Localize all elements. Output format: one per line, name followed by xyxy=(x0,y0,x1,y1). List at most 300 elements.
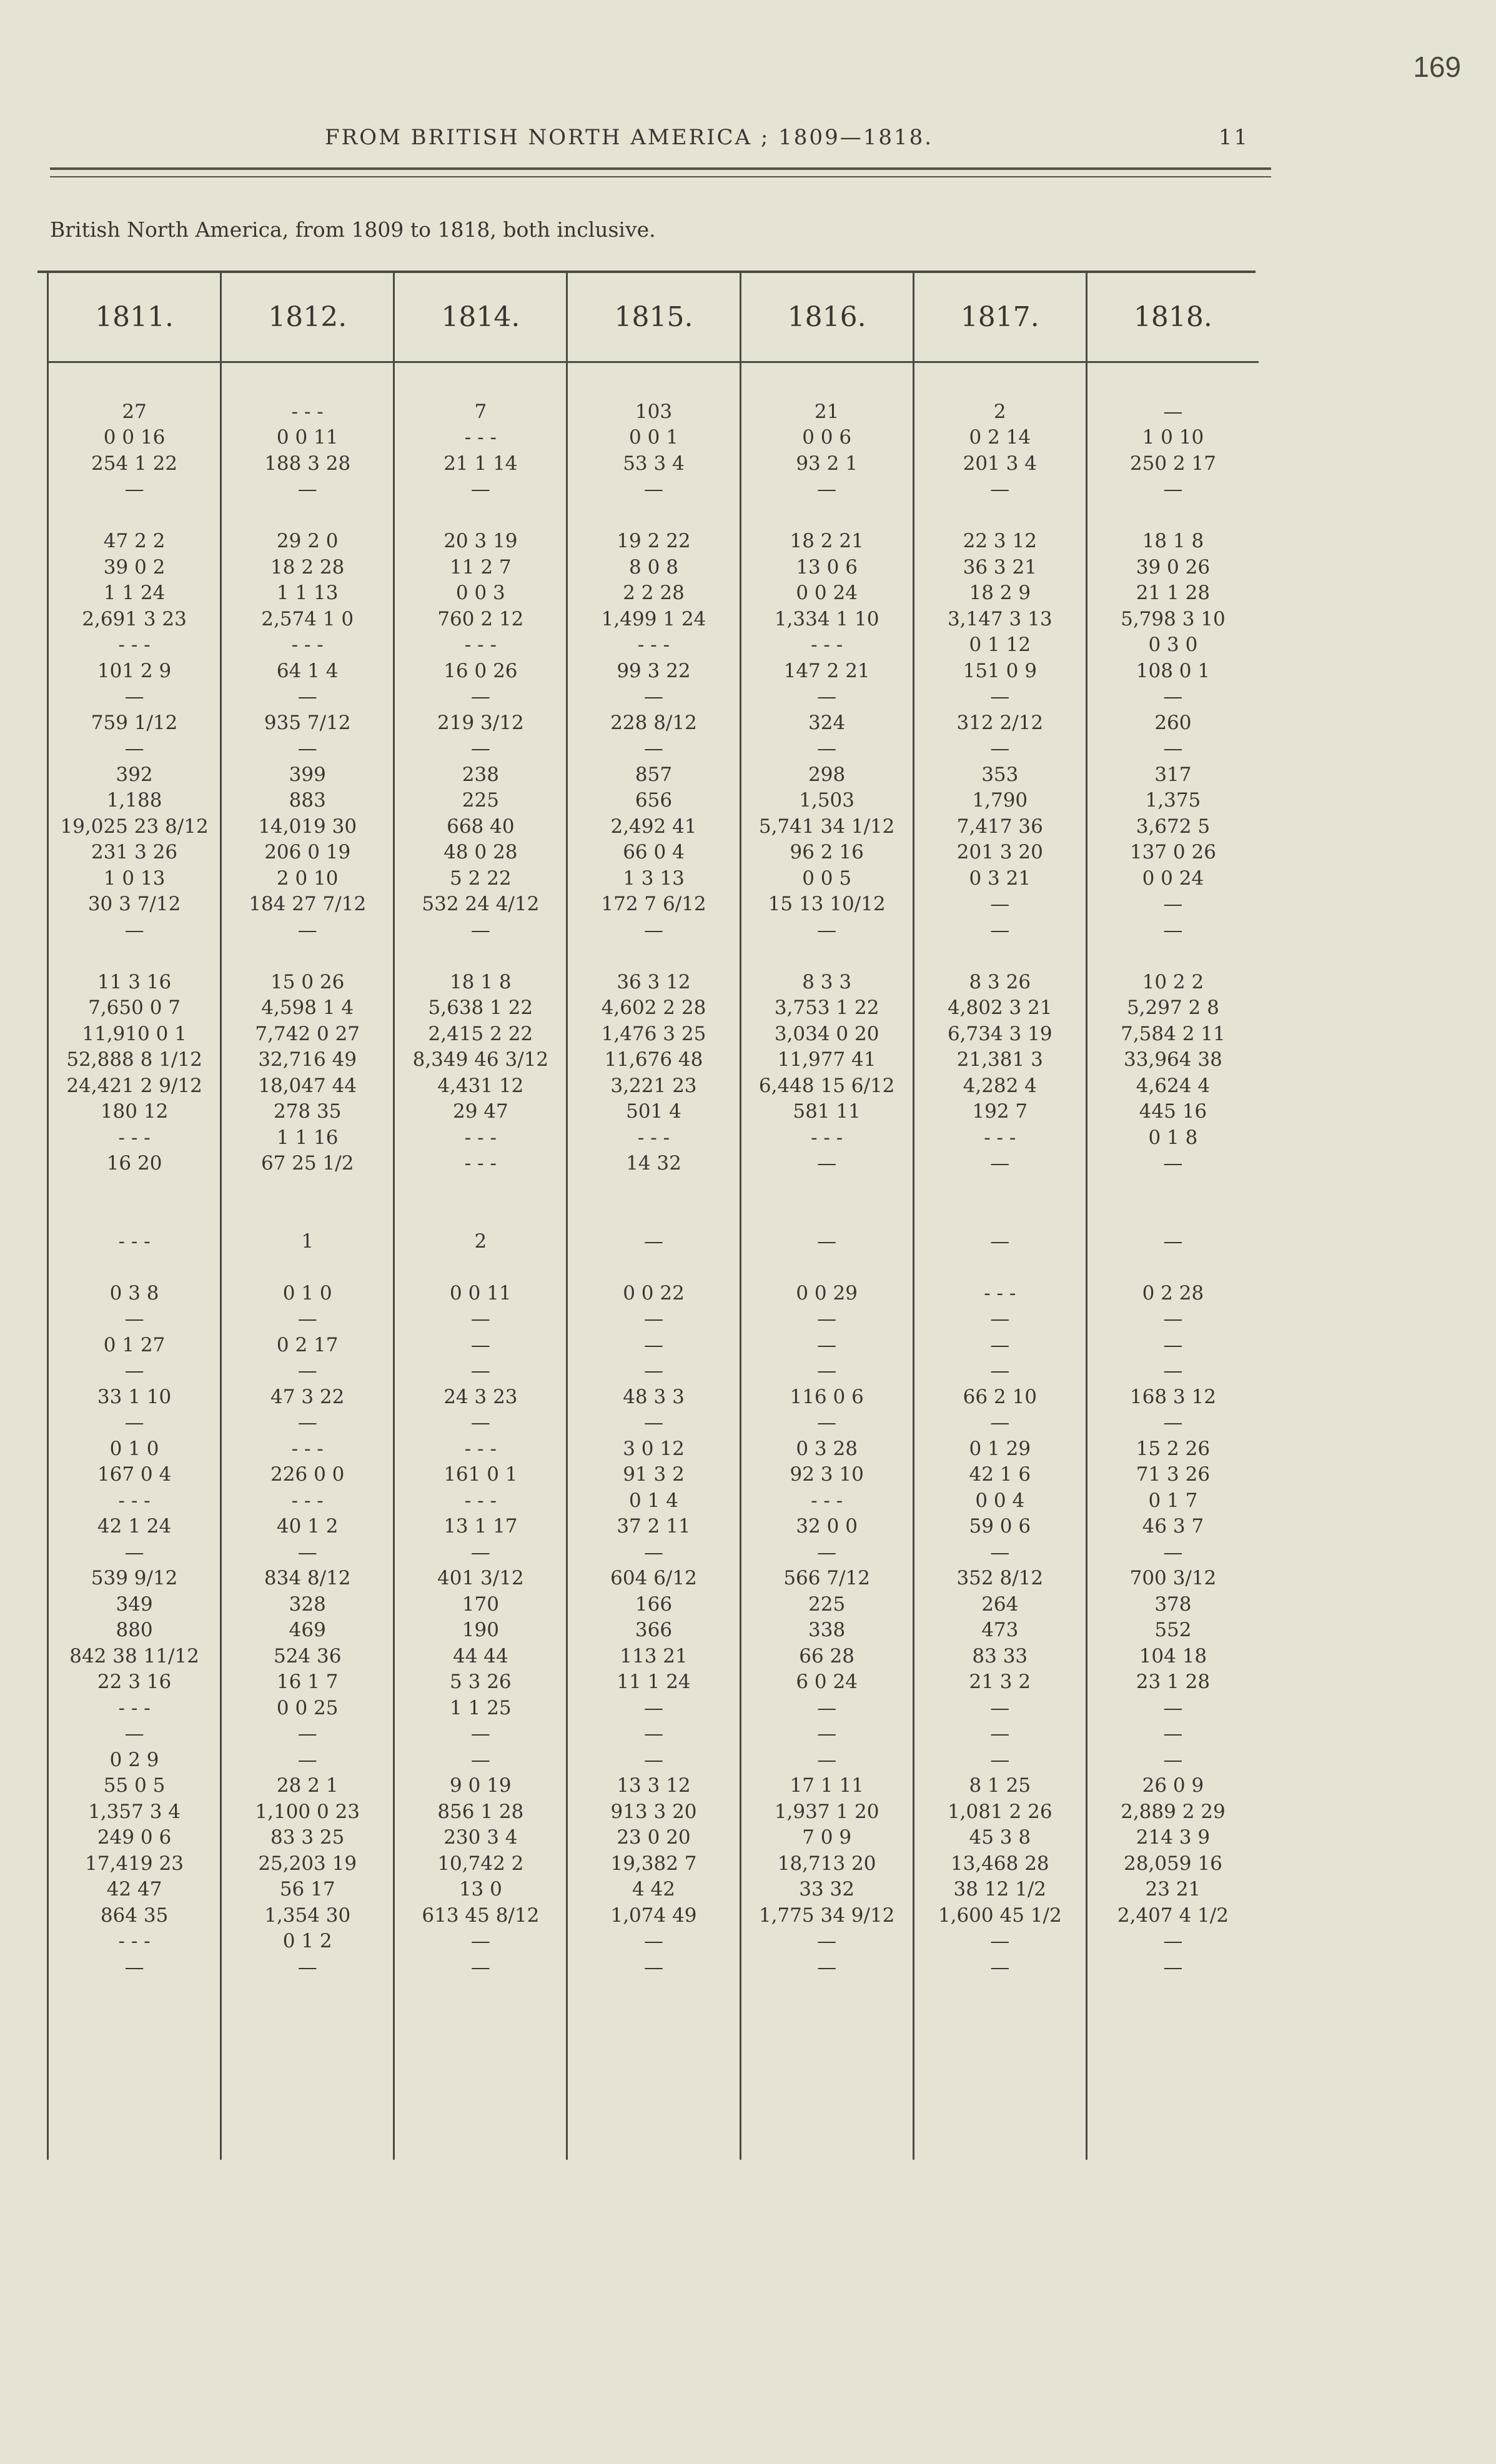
table-cell xyxy=(222,943,393,970)
statistics-table xyxy=(47,273,1259,2160)
table-cell: 24,421 2 9/12 xyxy=(66,1074,202,1097)
table-cell: 16 1 7 xyxy=(276,1671,339,1694)
table-cell: 201 3 20 xyxy=(956,841,1043,864)
table-cell: 0 0 25 xyxy=(276,1696,339,1719)
table-cell: — xyxy=(990,1722,1010,1746)
table-cell: — xyxy=(643,478,663,501)
table-cell: 0 0 11 xyxy=(450,1281,512,1304)
table-cell: 71 3 26 xyxy=(1136,1463,1211,1486)
table-cell: - - - xyxy=(291,400,324,423)
table-cell: — xyxy=(297,1359,317,1383)
table-cell: 913 3 20 xyxy=(610,1800,697,1823)
table-cell: — xyxy=(990,1541,1010,1564)
table-cell: 39 0 2 xyxy=(103,555,166,579)
column-year-header: 1818. xyxy=(1133,301,1212,333)
table-cell: 19 2 22 xyxy=(617,530,691,553)
table-cell xyxy=(222,1203,393,1229)
table-cell: — xyxy=(470,478,490,501)
table-cell: 137 0 26 xyxy=(1129,841,1216,864)
table-cell: 0 2 14 xyxy=(969,426,1031,449)
table-cell: — xyxy=(643,1411,663,1434)
table-cell: 0 0 22 xyxy=(623,1281,685,1304)
table-cell: 7,742 0 27 xyxy=(255,1022,360,1045)
table-cell: — xyxy=(990,1696,1010,1719)
column-body xyxy=(741,361,913,1980)
table-cell: — xyxy=(124,1411,144,1434)
table-cell: 7,417 36 xyxy=(956,815,1043,838)
table-cell: — xyxy=(643,685,663,708)
year-column xyxy=(393,273,566,2160)
table-cell: - - - xyxy=(464,1489,497,1512)
table-cell: 39 0 26 xyxy=(1136,555,1211,579)
table-cell: 8 0 8 xyxy=(629,555,678,579)
table-cell xyxy=(741,502,913,529)
table-cell xyxy=(1087,1176,1259,1203)
table-cell: 5,741 34 1/12 xyxy=(758,815,895,838)
table-cell: 42 47 xyxy=(106,1878,162,1901)
table-cell: 108 0 1 xyxy=(1136,659,1211,682)
table-cell xyxy=(1087,943,1259,970)
year-column xyxy=(1086,273,1259,2160)
table-cell: 324 xyxy=(808,711,846,734)
table-cell: — xyxy=(470,685,490,708)
table-cell: 11 3 16 xyxy=(97,970,172,993)
table-cell: 55 0 5 xyxy=(103,1774,166,1797)
table-cell: 5 3 26 xyxy=(450,1671,512,1694)
table-cell: — xyxy=(470,1411,490,1434)
table-cell: — xyxy=(1163,893,1183,916)
table-cell: 64 1 4 xyxy=(276,659,339,682)
table-cell: 46 3 7 xyxy=(1142,1515,1204,1538)
table-cell: 1,476 3 25 xyxy=(601,1022,706,1045)
table-cell: 42 1 24 xyxy=(97,1515,172,1538)
table-cell: — xyxy=(1163,1541,1183,1564)
table-cell: 33,964 38 xyxy=(1124,1048,1222,1071)
table-cell: — xyxy=(817,1333,837,1356)
table-cell: 864 35 xyxy=(100,1904,169,1927)
table-cell: 23 0 20 xyxy=(617,1826,691,1849)
table-cell: 66 2 10 xyxy=(963,1385,1037,1408)
table-cell: 700 3/12 xyxy=(1129,1567,1217,1590)
table-cell xyxy=(222,1176,393,1203)
table-cell xyxy=(395,1203,566,1229)
table-cell: — xyxy=(1163,1411,1183,1434)
table-cell: 113 21 xyxy=(620,1644,688,1667)
table-cell: — xyxy=(470,1359,490,1383)
table-cell: 473 xyxy=(981,1619,1019,1642)
table-cell: 668 40 xyxy=(447,815,515,838)
table-cell: — xyxy=(124,737,144,760)
table-cell: 201 3 4 xyxy=(963,452,1037,475)
table-cell: — xyxy=(297,737,317,760)
table-cell: — xyxy=(1163,1359,1183,1383)
table-cell xyxy=(741,943,913,970)
table-cell: — xyxy=(124,685,144,708)
table-cell: 2 0 10 xyxy=(276,867,339,890)
table-cell: 278 35 xyxy=(273,1100,342,1123)
table-cell: 0 0 3 xyxy=(455,582,505,605)
table-cell: — xyxy=(1163,918,1183,941)
table-cell: 11,676 48 xyxy=(604,1048,703,1071)
table-cell: 0 1 8 xyxy=(1148,1126,1198,1149)
table-cell: 2,492 41 xyxy=(610,815,697,838)
table-cell: 0 0 16 xyxy=(103,426,166,449)
table-cell: 93 2 1 xyxy=(796,452,858,475)
table-cell: 656 xyxy=(635,789,673,812)
table-cell: 834 8/12 xyxy=(264,1567,351,1590)
table-cell: 21 1 14 xyxy=(443,452,518,475)
table-cell: 2 xyxy=(993,400,1006,423)
table-cell: — xyxy=(470,1930,490,1953)
table-cell: 501 4 xyxy=(626,1100,681,1123)
table-cell: 13 0 xyxy=(458,1878,502,1901)
table-cell: 18,713 20 xyxy=(777,1852,876,1875)
column-year-header: 1811. xyxy=(95,301,174,333)
table-cell: 0 1 2 xyxy=(282,1930,332,1953)
table-cell: 48 3 3 xyxy=(623,1385,685,1408)
table-cell: 22 3 12 xyxy=(963,530,1037,553)
table-cell: 21 1 28 xyxy=(1136,582,1211,605)
table-cell xyxy=(741,1254,913,1281)
table-cell: 172 7 6/12 xyxy=(601,893,706,916)
table-cell: — xyxy=(1163,400,1183,423)
table-cell: — xyxy=(990,737,1010,760)
table-cell: — xyxy=(124,1308,144,1331)
table-cell: — xyxy=(1163,1152,1183,1175)
table-cell: 399 xyxy=(289,763,326,786)
table-cell: 3,672 5 xyxy=(1136,815,1211,838)
column-body xyxy=(49,361,220,1980)
table-cell: 1,074 49 xyxy=(610,1904,697,1927)
table-cell: 48 0 28 xyxy=(443,841,518,864)
table-cell: 0 0 24 xyxy=(1142,867,1204,890)
table-cell: 0 1 7 xyxy=(1148,1489,1198,1512)
table-cell: 1 1 24 xyxy=(103,582,166,605)
table-cell: — xyxy=(1163,1722,1183,1746)
table-cell: 13 1 17 xyxy=(443,1515,518,1538)
table-cell: — xyxy=(643,1748,663,1771)
table-cell: 7 xyxy=(474,400,487,423)
table-cell: 401 3/12 xyxy=(437,1567,524,1590)
table-cell: 28 2 1 xyxy=(276,1774,339,1797)
table-cell: — xyxy=(124,478,144,501)
table-cell xyxy=(49,1176,220,1203)
table-cell: - - - xyxy=(464,633,497,657)
table-cell: 33 1 10 xyxy=(97,1385,172,1408)
table-cell: — xyxy=(1163,685,1183,708)
table-cell: 18 2 9 xyxy=(969,582,1031,605)
table-cell: 1 xyxy=(301,1230,314,1253)
table-cell: 18 1 8 xyxy=(450,970,512,993)
table-cell: 552 xyxy=(1154,1619,1192,1642)
table-cell: 225 xyxy=(462,789,499,812)
table-cell xyxy=(914,1176,1086,1203)
table-cell: - - - xyxy=(811,633,843,657)
table-cell: - - - xyxy=(984,1281,1016,1304)
table-cell: — xyxy=(297,1411,317,1434)
table-cell: — xyxy=(990,685,1010,708)
table-cell: 249 0 6 xyxy=(97,1826,172,1849)
table-cell: — xyxy=(124,1541,144,1564)
column-year-header: 1816. xyxy=(787,301,866,333)
table-cell: — xyxy=(990,1930,1010,1953)
table-cell: — xyxy=(1163,1955,1183,1979)
table-cell xyxy=(49,1203,220,1229)
table-cell: - - - xyxy=(464,1152,497,1175)
table-cell: 66 0 4 xyxy=(623,841,685,864)
table-cell: 18 1 8 xyxy=(1142,530,1204,553)
table-cell: — xyxy=(817,1696,837,1719)
table-cell: 190 xyxy=(462,1619,499,1642)
table-cell: 192 7 xyxy=(972,1100,1028,1123)
table-cell: 15 13 10/12 xyxy=(768,893,886,916)
table-cell xyxy=(568,502,739,529)
table-cell: 1,503 xyxy=(799,789,855,812)
table-cell: 11 1 24 xyxy=(617,1671,691,1694)
table-cell: 17,419 23 xyxy=(85,1852,184,1875)
table-cell: 23 21 xyxy=(1145,1878,1201,1901)
table-cell: — xyxy=(643,1230,663,1253)
table-cell: 317 xyxy=(1154,763,1192,786)
table-cell: — xyxy=(1163,478,1183,501)
table-cell xyxy=(222,1254,393,1281)
table-cell: 883 xyxy=(289,789,326,812)
table-cell: 30 3 7/12 xyxy=(87,893,181,916)
table-cell: 18,047 44 xyxy=(258,1074,357,1097)
table-cell: 2,889 2 29 xyxy=(1121,1800,1226,1823)
table-cell: 92 3 10 xyxy=(790,1463,864,1486)
table-cell: — xyxy=(643,1541,663,1564)
table-cell: 1 0 13 xyxy=(103,867,166,890)
table-cell: 1,375 xyxy=(1145,789,1201,812)
table-cell: 0 1 0 xyxy=(282,1281,332,1304)
table-cell: — xyxy=(817,918,837,941)
table-cell: 19,025 23 8/12 xyxy=(60,815,209,838)
table-cell: 1 1 13 xyxy=(276,582,339,605)
table-cell: - - - xyxy=(811,1126,843,1149)
table-cell: 47 3 22 xyxy=(270,1385,345,1408)
table-cell: — xyxy=(297,1722,317,1746)
table-cell: — xyxy=(990,1308,1010,1331)
table-cell: — xyxy=(990,478,1010,501)
table-cell: 581 11 xyxy=(793,1100,861,1123)
table-cell: — xyxy=(297,1541,317,1564)
table-cell: 28,059 16 xyxy=(1124,1852,1222,1875)
table-cell: 11,977 41 xyxy=(777,1048,876,1071)
table-cell: - - - xyxy=(637,1126,670,1149)
table-cell: - - - xyxy=(464,1437,497,1460)
table-cell: — xyxy=(470,1955,490,1979)
table-cell: 469 xyxy=(289,1619,326,1642)
year-column xyxy=(47,273,220,2160)
table-cell xyxy=(222,502,393,529)
table-cell: 2,407 4 1/2 xyxy=(1117,1904,1229,1927)
table-cell: 3,221 23 xyxy=(610,1074,697,1097)
table-cell: 604 6/12 xyxy=(610,1567,697,1590)
table-cell: 226 0 0 xyxy=(270,1463,345,1486)
table-cell: 13,468 28 xyxy=(950,1852,1049,1875)
table-cell: 880 xyxy=(116,1619,153,1642)
table-cell: 32,716 49 xyxy=(258,1048,357,1071)
table-cell: 67 25 1/2 xyxy=(260,1152,354,1175)
table-cell: - - - xyxy=(118,1930,151,1953)
table-cell: 166 xyxy=(635,1592,673,1616)
table-cell: — xyxy=(817,737,837,760)
table-cell: 1,334 1 10 xyxy=(774,607,879,630)
table-cell: 5,297 2 8 xyxy=(1126,996,1219,1020)
table-cell: — xyxy=(990,1333,1010,1356)
table-cell: 0 0 1 xyxy=(629,426,678,449)
table-cell: 532 24 4/12 xyxy=(422,893,540,916)
table-cell: — xyxy=(990,1152,1010,1175)
table-cell: — xyxy=(643,1333,663,1356)
table-cell: 3,753 1 22 xyxy=(774,996,879,1020)
table-cell: 759 1/12 xyxy=(91,711,178,734)
table-cell: 56 17 xyxy=(279,1878,335,1901)
table-cell: 254 1 22 xyxy=(91,452,178,475)
table-cell: 21,381 3 xyxy=(956,1048,1043,1071)
table-cell: 0 1 12 xyxy=(969,633,1031,657)
table-cell: 188 3 28 xyxy=(264,452,351,475)
table-cell: 0 3 0 xyxy=(1148,633,1198,657)
table-cell: 1,937 1 20 xyxy=(774,1800,879,1823)
table-cell: — xyxy=(1163,1308,1183,1331)
table-cell: 1,188 xyxy=(106,789,162,812)
table-cell: 13 3 12 xyxy=(617,1774,691,1797)
table-cell: 52,888 8 1/12 xyxy=(66,1048,202,1071)
table-cell: — xyxy=(1163,1230,1183,1253)
table-cell: 7,584 2 11 xyxy=(1121,1022,1226,1045)
table-cell: 11,910 0 1 xyxy=(82,1022,187,1045)
table-cell: 1,357 3 4 xyxy=(88,1800,181,1823)
table-cell xyxy=(914,1203,1086,1229)
table-cell: 21 xyxy=(814,400,840,423)
table-cell: 349 xyxy=(116,1592,153,1616)
column-year-header: 1815. xyxy=(614,301,693,333)
table-cell: 16 0 26 xyxy=(443,659,518,682)
table-cell: — xyxy=(124,918,144,941)
table-cell: 14,019 30 xyxy=(258,815,357,838)
table-cell: — xyxy=(470,1308,490,1331)
table-cell: 184 27 7/12 xyxy=(249,893,367,916)
header-rule-thin xyxy=(50,176,1271,177)
table-cell: — xyxy=(817,1748,837,1771)
table-cell: 99 3 22 xyxy=(617,659,691,682)
table-cell: - - - xyxy=(118,1489,151,1512)
table-cell xyxy=(49,943,220,970)
table-cell: 392 xyxy=(116,763,153,786)
table-cell xyxy=(914,943,1086,970)
table-cell: 23 1 28 xyxy=(1136,1671,1211,1694)
table-cell: 168 3 12 xyxy=(1129,1385,1216,1408)
table-cell: — xyxy=(643,1955,663,1979)
table-cell: 66 28 xyxy=(799,1644,855,1667)
running-header-folio: 11 xyxy=(1218,125,1249,150)
table-cell xyxy=(914,502,1086,529)
table-cell: 228 8/12 xyxy=(610,711,697,734)
table-cell: 230 3 4 xyxy=(443,1826,518,1849)
running-header-title: FROM BRITISH NORTH AMERICA ; 1809—1818. xyxy=(325,125,934,150)
table-cell: 378 xyxy=(1154,1592,1192,1616)
table-cell: 0 0 29 xyxy=(796,1281,858,1304)
table-cell: — xyxy=(124,1359,144,1383)
table-cell: 38 12 1/2 xyxy=(953,1878,1047,1901)
column-body xyxy=(395,361,566,1980)
table-cell: 238 xyxy=(462,763,499,786)
table-cell xyxy=(568,1176,739,1203)
table-cell: 4,431 12 xyxy=(437,1074,524,1097)
year-column xyxy=(220,273,393,2160)
table-cell: 2,574 1 0 xyxy=(261,607,354,630)
table-cell: — xyxy=(990,918,1010,941)
table-cell: - - - xyxy=(118,1126,151,1149)
table-cell xyxy=(741,1203,913,1229)
table-cell: - - - xyxy=(118,633,151,657)
table-cell: 0 0 6 xyxy=(802,426,852,449)
table-cell: 250 2 17 xyxy=(1129,452,1216,475)
table-cell: 45 3 8 xyxy=(969,1826,1031,1849)
table-cell: - - - xyxy=(984,1126,1016,1149)
table-cell: 8,349 46 3/12 xyxy=(412,1048,549,1071)
table-cell: 1,354 30 xyxy=(264,1904,351,1927)
table-cell xyxy=(1087,1254,1259,1281)
table-cell: 1,081 2 26 xyxy=(947,1800,1053,1823)
year-column xyxy=(740,273,913,2160)
table-cell: 1 1 25 xyxy=(450,1696,512,1719)
table-cell: 96 2 16 xyxy=(790,841,864,864)
table-cell: — xyxy=(817,1308,837,1331)
year-column xyxy=(913,273,1086,2160)
table-cell: 53 3 4 xyxy=(623,452,685,475)
table-cell xyxy=(741,1176,913,1203)
table-cell: 8 3 26 xyxy=(969,970,1031,993)
table-cell: 7,650 0 7 xyxy=(88,996,181,1020)
table-cell: 566 7/12 xyxy=(783,1567,870,1590)
table-cell: 4,602 2 28 xyxy=(601,996,706,1020)
table-cell: 1 0 10 xyxy=(1142,426,1204,449)
table-cell: 18 2 28 xyxy=(270,555,345,579)
table-cell: — xyxy=(297,918,317,941)
table-cell: — xyxy=(817,1411,837,1434)
table-cell: 225 xyxy=(808,1592,846,1616)
table-cell: - - - xyxy=(464,1126,497,1149)
column-body xyxy=(914,361,1086,1980)
table-cell: — xyxy=(124,1722,144,1746)
table-cell: 91 3 2 xyxy=(623,1463,685,1486)
table-cell: 3,147 3 13 xyxy=(947,607,1053,630)
table-cell: - - - xyxy=(637,633,670,657)
table-cell: 103 xyxy=(635,400,673,423)
table-cell: 298 xyxy=(808,763,846,786)
table-cell: - - - xyxy=(811,1489,843,1512)
table-cell: 312 2/12 xyxy=(956,711,1044,734)
table-cell: 167 0 4 xyxy=(97,1463,172,1486)
table-cell: — xyxy=(817,1230,837,1253)
table-cell: 0 3 21 xyxy=(969,867,1031,890)
table-cell: 22 3 16 xyxy=(97,1671,172,1694)
table-cell: - - - xyxy=(464,426,497,449)
table-cell: 6,448 15 6/12 xyxy=(758,1074,895,1097)
table-cell: - - - xyxy=(291,1489,324,1512)
table-cell: 6 0 24 xyxy=(796,1671,858,1694)
table-cell xyxy=(49,502,220,529)
table-cell: 857 xyxy=(635,763,673,786)
table-cell: — xyxy=(817,478,837,501)
table-cell: 170 xyxy=(462,1592,499,1616)
table-cell: 760 2 12 xyxy=(437,607,524,630)
table-cell: 1,775 34 9/12 xyxy=(758,1904,895,1927)
table-cell: 2 xyxy=(474,1230,487,1253)
